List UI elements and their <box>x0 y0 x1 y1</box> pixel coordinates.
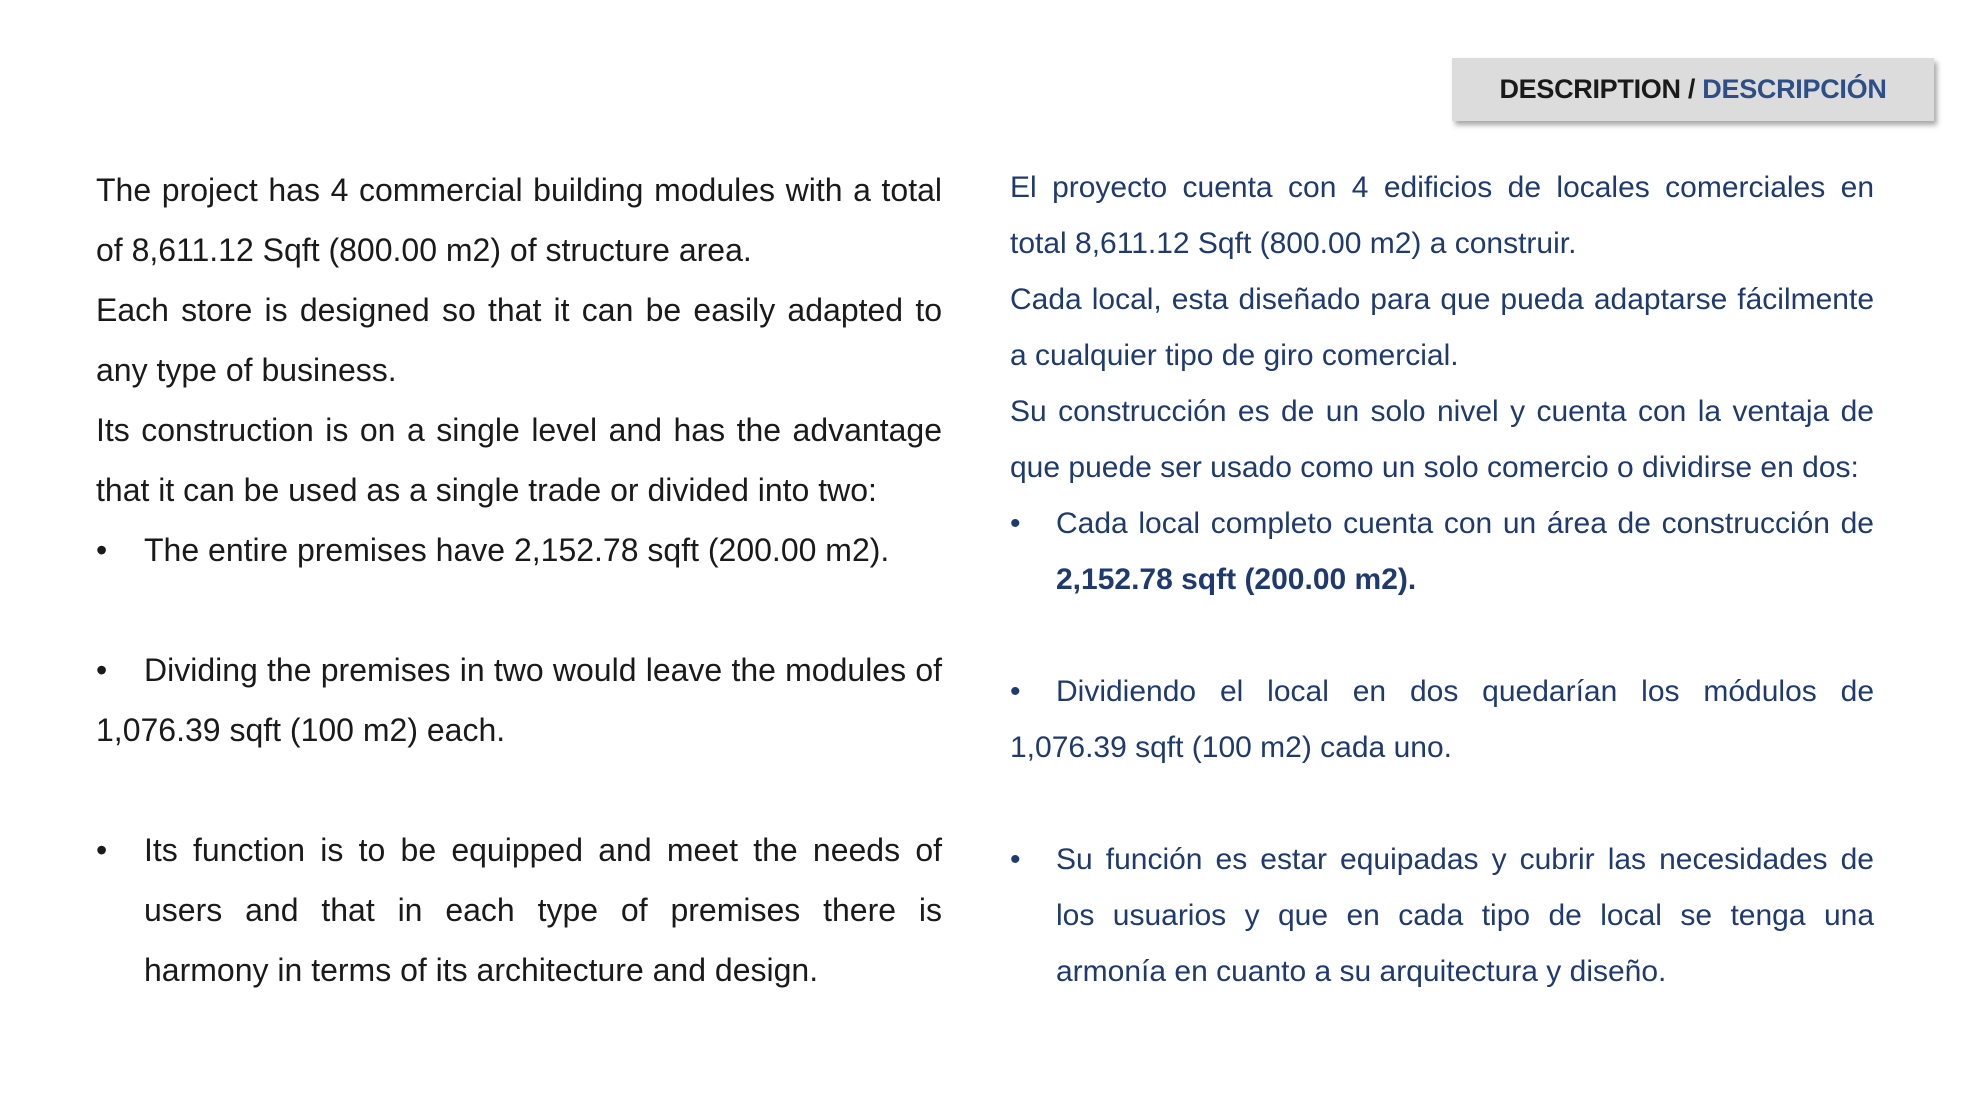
spanish-description-column <box>1010 160 1874 1000</box>
spanish-paragraph-project: El proyecto cuenta con 4 edificios de locales comerciales en total 8,611.12 Sqft (800.00 m2) a construir. <box>1010 171 1874 260</box>
section-title-english: DESCRIPTION <box>1499 74 1681 104</box>
spanish-bullet-local-completo-text: Cada local completo cuenta con un área de construcción de <box>1056 507 1874 540</box>
spanish-paragraph-construction: Su construcción es de un solo nivel y cuenta con la ventaja de que puede ser usado como un solo comercio o dividirse en dos: <box>1010 395 1874 484</box>
spanish-bullet-funcion: • Su función es estar equipadas y cubrir las necesidades de los usuarios y que en cada tipo de local se tenga una armonía en cuanto a su arquitectura y diseño. <box>1010 832 1874 1000</box>
section-title-spanish: DESCRIPCIÓN <box>1702 74 1887 104</box>
english-paragraph-construction: Its construction is on a single level and has the advantage that it can be used as a single trade or divided into two: <box>96 412 942 508</box>
english-bullet-function: • Its function is to be equipped and meet the needs of users and that in each type of premises there is harmony in terms of its architecture and design. <box>96 820 942 1000</box>
spanish-bullet-dividiendo: • Dividiendo el local en dos quedarían los módulos de 1,076.39 sqft (100 m2) cada uno. <box>1010 664 1874 776</box>
english-paragraph-store: Each store is designed so that it can be easily adapted to any type of business. <box>96 292 942 388</box>
english-paragraph-project: The project has 4 commercial building modules with a total of 8,611.12 Sqft (800.00 m2) of structure area. <box>96 172 942 268</box>
english-description-column <box>96 160 942 1000</box>
section-title-separator: / <box>1680 74 1703 104</box>
english-bullet-entire-premises: • The entire premises have 2,152.78 sqft (200.00 m2). <box>96 520 942 580</box>
section-title-tab <box>1452 58 1934 121</box>
spanish-bullet-local-completo <box>1010 496 1874 608</box>
spanish-bullet-local-completo-area: 2,152.78 sqft (200.00 m2). <box>1056 563 1417 596</box>
english-bullet-dividing: • Dividing the premises in two would leave the modules of 1,076.39 sqft (100 m2) each. <box>96 640 942 760</box>
spanish-paragraph-local: Cada local, esta diseñado para que pueda adaptarse fácilmente a cualquier tipo de giro comercial. <box>1010 283 1874 372</box>
